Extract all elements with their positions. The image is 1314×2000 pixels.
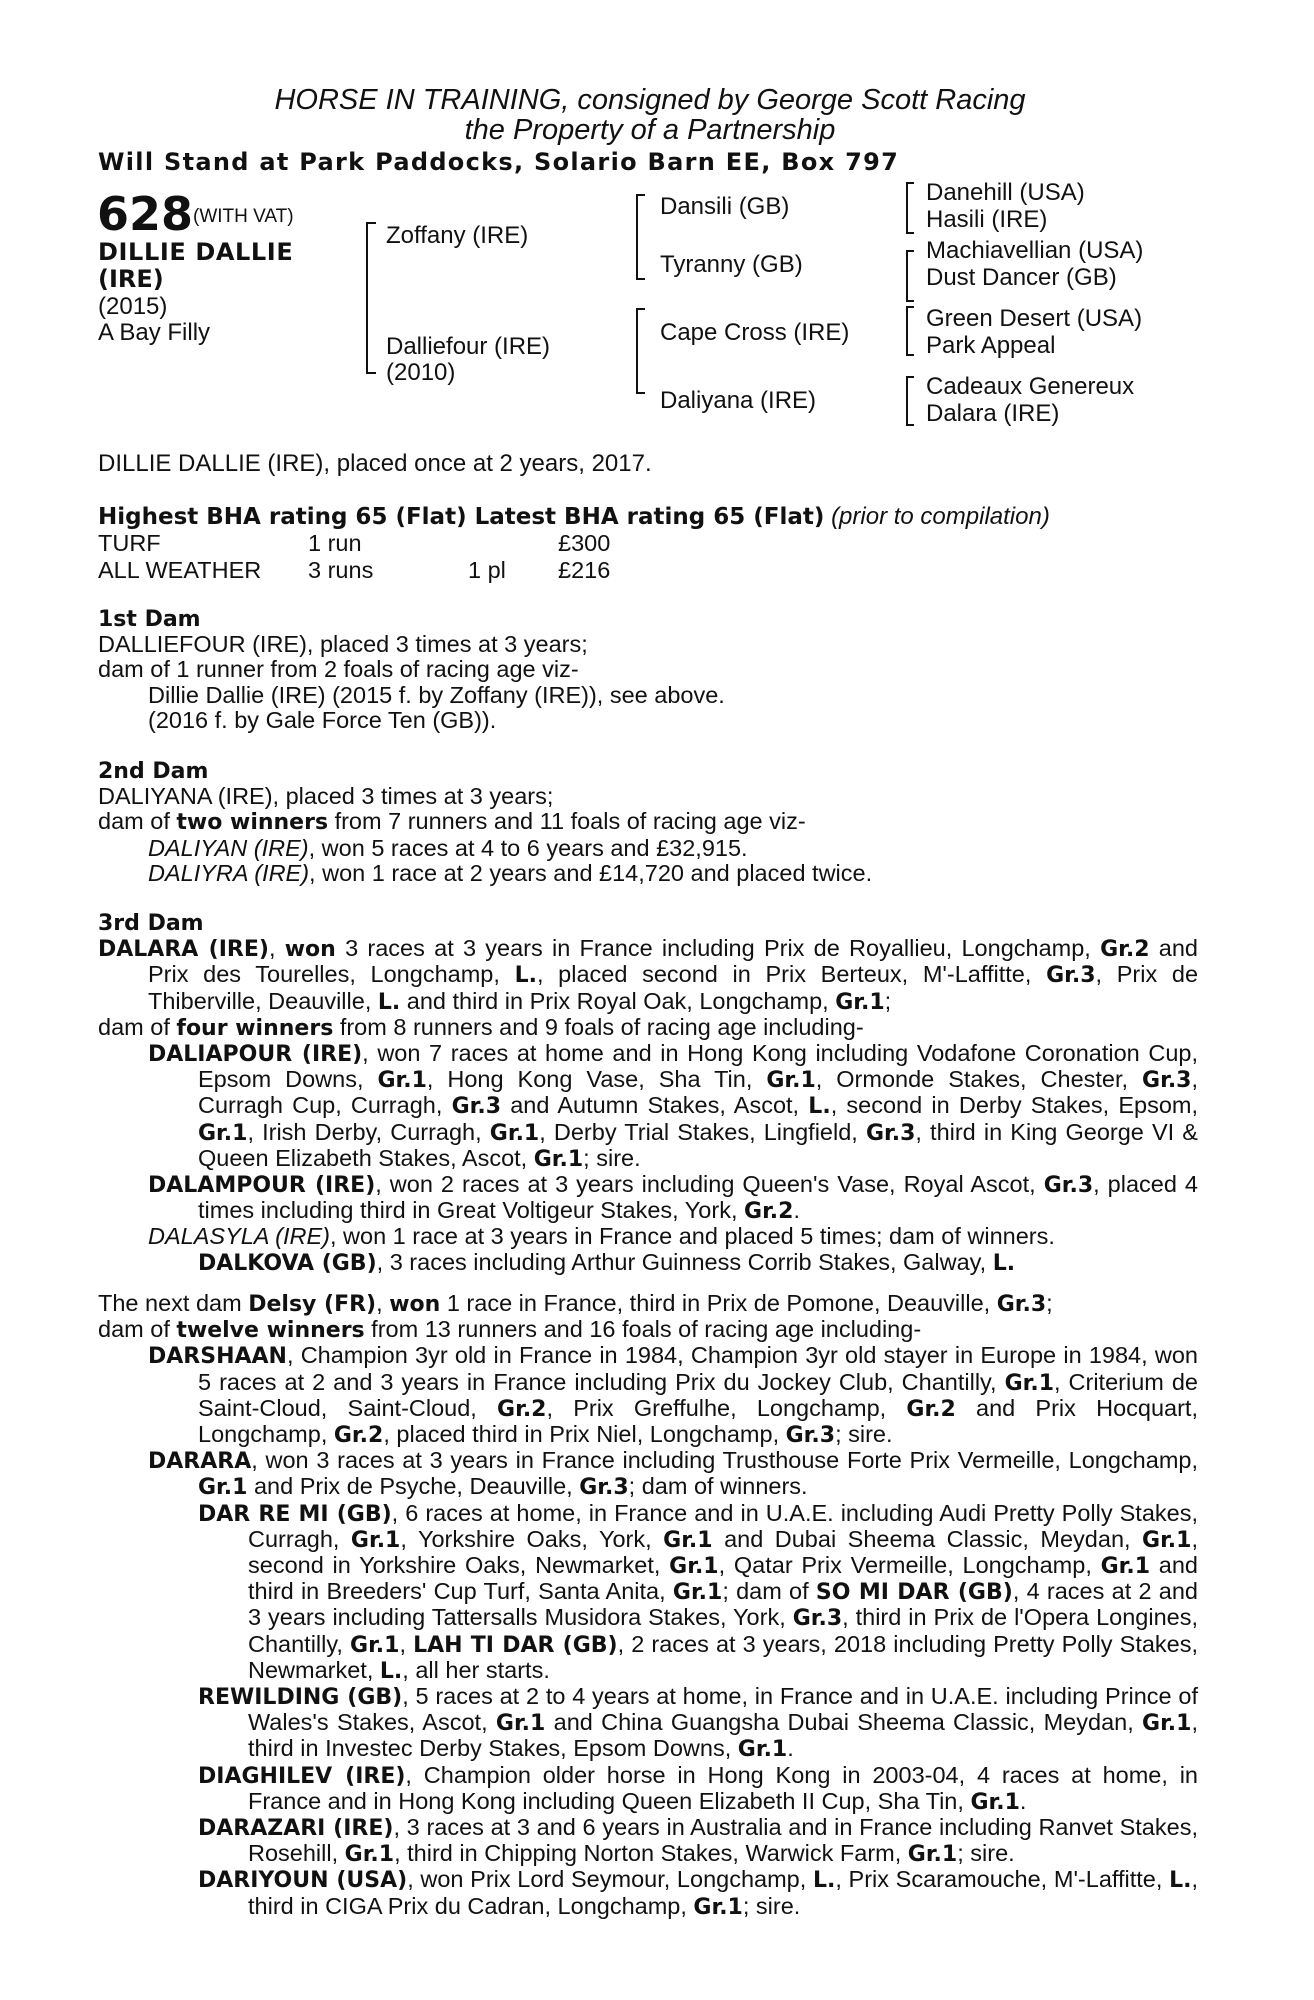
horse-name: DILLIE DALLIE bbox=[98, 238, 294, 266]
bha-rating-text: Highest BHA rating 65 (Flat) Latest BHA rating 65 (Flat) bbox=[98, 504, 825, 530]
pedigree-sds: Machiavellian (USA) bbox=[926, 237, 1144, 264]
pedigree-dam-sire: Cape Cross (IRE) bbox=[660, 319, 850, 346]
performance-table bbox=[98, 530, 610, 584]
progeny-line: DARIYOUN (USA), won Prix Lord Seymour, Longchamp, L., Prix Scaramouche, M'-Laffitte, L., third in CIGA Prix du Cadran, Longchamp, Gr.1; sire. bbox=[198, 1866, 1198, 1920]
pedigree-sire-sire: Dansili (GB) bbox=[660, 193, 790, 220]
progeny-line: DARAZARI (IRE), 3 races at 3 and 6 years in Australia and in France including Ranvet Stakes, Rosehill, Gr.1, third in Chipping Norton Stakes, Warwick Farm, Gr.1; sire. bbox=[198, 1814, 1198, 1868]
table-row bbox=[98, 530, 610, 557]
progeny-text: , won 1 race at 2 years and £14,720 and placed twice. bbox=[309, 859, 873, 886]
pedigree-dsd: Park Appeal bbox=[926, 332, 1056, 359]
pedigree-dss: Green Desert (USA) bbox=[926, 305, 1143, 332]
pedigree-dam-dam: Daliyana (IRE) bbox=[660, 387, 817, 414]
progeny-line: DIAGHILEV (IRE), Champion older horse in Hong Kong in 2003-04, 4 races at home, in France and in Hong Kong including Queen Elizabeth II Cup, Sha Tin, Gr.1. bbox=[198, 1761, 1198, 1815]
pedigree-brace bbox=[636, 308, 645, 394]
foaling-year: (2015) bbox=[98, 293, 168, 320]
progeny-line: DALAMPOUR (IRE), won 2 races at 3 years including Queen's Vase, Royal Ascot, Gr.3, placed 4 times including third in Great Voltigeur Stakes, York, Gr.2. bbox=[148, 1171, 1198, 1225]
pedigree-sire-dam: Tyranny (GB) bbox=[660, 251, 803, 278]
progeny-line bbox=[98, 861, 1198, 886]
dam-line: dam of 1 runner from 2 foals of racing age viz- bbox=[98, 656, 579, 683]
dam-text: DALARA (IRE), won 3 races at 3 years in France including Prix de Royallieu, Longchamp, Gr.2 and Prix des Tourelles, Longchamp, L., placed second in Prix Berteux, M'-Laffitte, Gr.3, Prix de Thiberville, Deauville, L. and third in Prix Royal Oak, Longchamp, Gr.1; bbox=[98, 935, 1199, 1015]
progeny-line: DALKOVA (GB), 3 races including Arthur Guinness Corrib Stakes, Galway, L. bbox=[198, 1248, 1016, 1276]
horse-description: A Bay Filly bbox=[98, 319, 211, 346]
table-row bbox=[98, 557, 610, 584]
vat-note: (WITH VAT) bbox=[193, 206, 294, 227]
surface: TURF bbox=[98, 530, 161, 556]
progeny-name: DALIYRA (IRE) bbox=[148, 859, 310, 886]
runs: 1 run bbox=[308, 530, 362, 556]
prize: £300 bbox=[558, 530, 611, 556]
placed bbox=[468, 530, 558, 557]
surface: ALL WEATHER bbox=[98, 557, 262, 583]
race-summary: DILLIE DALLIE (IRE), placed once at 2 years, 2017. bbox=[98, 450, 652, 477]
section-heading: 2nd Dam bbox=[98, 759, 209, 784]
progeny-line: (2016 f. by Gale Force Ten (GB)). bbox=[148, 706, 497, 733]
stand-location: Will Stand at Park Paddocks, Solario Barn EE, Box 797 bbox=[98, 148, 900, 176]
pedigree-brace bbox=[636, 194, 645, 280]
section-heading: 3rd Dam bbox=[98, 911, 204, 936]
consignor-line: HORSE IN TRAINING, consigned by George Scott Racing bbox=[274, 84, 1026, 116]
third-dam-section bbox=[98, 911, 1198, 1276]
pedigree-dam-year: (2010) bbox=[386, 359, 456, 386]
text: dam of bbox=[98, 808, 177, 835]
dam-line: dam of twelve winners from 13 runners and 16 foals of racing age including- bbox=[98, 1316, 922, 1344]
progeny-line: DALIAPOUR (IRE), won 7 races at home and in Hong Kong including Vodafone Coronation Cup, Epsom Downs, Gr.1, Hong Kong Vase, Sha Tin, Gr.1, Ormonde Stakes, Chester, Gr.3, Curragh Cup, Curragh, Gr.3 and Autumn Stakes, Ascot, L., second in Derby Stakes, Epsom, Gr.1, Irish Derby, Curragh, Gr.1, Derby Trial Stakes, Lingfield, Gr.3, third in King George VI & Queen Elizabeth Stakes, Ascot, Gr.1; sire. bbox=[148, 1040, 1199, 1172]
progeny-line: DAR RE MI (GB), 6 races at home, in France and in U.A.E. including Audi Pretty Polly Stakes, Curragh, Gr.1, Yorkshire Oaks, York, Gr.1 and Dubai Sheema Classic, Meydan, Gr.1, second in Yorkshire Oaks, Newmarket, Gr.1, Qatar Prix Vermeille, Longchamp, Gr.1 and third in Breeders' Cup Turf, Santa Anita, Gr.1; dam of SO MI DAR (GB), 4 races at 2 and 3 years including Tattersalls Musidora Stakes, York, Gr.3, third in Prix de l'Opera Longines, Chantilly, Gr.1, LAH TI DAR (GB), 2 races at 3 years, 2018 including Pretty Polly Stakes, Newmarket, L., all her starts. bbox=[198, 1499, 1199, 1684]
pedigree-sdd: Dust Dancer (GB) bbox=[926, 264, 1117, 291]
horse-country: (IRE) bbox=[98, 265, 164, 293]
progeny-line: DARARA, won 3 races at 3 years in France including Trusthouse Forte Prix Vermeille, Longchamp, Gr.1 and Prix de Psyche, Deauville, Gr.3; dam of winners. bbox=[148, 1447, 1198, 1501]
pedigree-sss: Danehill (USA) bbox=[926, 179, 1085, 206]
bha-rating-note: (prior to compilation) bbox=[831, 503, 1050, 530]
pedigree-sire: Zoffany (IRE) bbox=[386, 222, 529, 249]
progeny-line bbox=[98, 836, 1198, 861]
pedigree-brace bbox=[906, 306, 914, 356]
prize: £216 bbox=[558, 557, 611, 583]
ownership-line: the Property of a Partnership bbox=[464, 114, 836, 146]
next-dam-section bbox=[98, 1291, 1198, 1920]
lot-number: 628 bbox=[97, 187, 194, 241]
pedigree-dds: Cadeaux Genereux bbox=[926, 373, 1135, 400]
progeny-line: DALASYLA (IRE), won 1 race at 3 years in France and placed 5 times; dam of winners. bbox=[148, 1223, 1055, 1250]
progeny-name: DALIYAN (IRE) bbox=[148, 834, 309, 861]
second-dam-section bbox=[98, 759, 1198, 886]
progeny-line: REWILDING (GB), 5 races at 2 to 4 years at home, in France and in U.A.E. including Prince of Wales's Stakes, Ascot, Gr.1 and China Guangsha Dubai Sheema Classic, Meydan, Gr.1, third in Investec Derby Stakes, Epsom Downs, Gr.1. bbox=[198, 1683, 1198, 1763]
section-heading: 1st Dam bbox=[98, 607, 201, 632]
text-bold: two winners bbox=[176, 810, 329, 836]
pedigree-brace bbox=[906, 376, 914, 426]
runs: 3 runs bbox=[308, 557, 374, 583]
pedigree-ddd: Dalara (IRE) bbox=[926, 400, 1060, 427]
pedigree-dam: Dalliefour (IRE) bbox=[386, 333, 551, 360]
placed: 1 pl bbox=[468, 557, 506, 583]
text: from 7 runners and 11 foals of racing age viz- bbox=[328, 808, 806, 835]
progeny-text: , won 5 races at 4 to 6 years and £32,915. bbox=[308, 834, 748, 861]
dam-line bbox=[98, 809, 1198, 835]
pedigree-brace bbox=[906, 182, 914, 234]
dam-text: The next dam Delsy (FR), won 1 race in France, third in Prix de Pomone, Deauville, Gr.3; bbox=[98, 1290, 1053, 1317]
first-dam-section bbox=[98, 607, 1198, 733]
dam-line: DALIYANA (IRE), placed 3 times at 3 years; bbox=[98, 783, 554, 810]
dam-line: dam of four winners from 8 runners and 9 foals of racing age including- bbox=[98, 1013, 864, 1041]
progeny-line: DARSHAAN, Champion 3yr old in France in 1984, Champion 3yr old stayer in Europe in 1984, won 5 races at 2 and 3 years in France including Prix du Jockey Club, Chantilly, Gr.1, Criterium de Saint-Cloud, Saint-Cloud, Gr.2, Prix Greffulhe, Longchamp, Gr.2 and Prix Hocquart, Longchamp, Gr.2, placed third in Prix Niel, Longchamp, Gr.3; sire. bbox=[148, 1342, 1198, 1449]
progeny-line: Dillie Dallie (IRE) (2015 f. by Zoffany (IRE)), see above. bbox=[148, 681, 725, 708]
pedigree-brace bbox=[906, 250, 914, 302]
bha-rating bbox=[98, 503, 1050, 531]
pedigree-brace bbox=[366, 222, 376, 374]
dam-line: DALLIEFOUR (IRE), placed 3 times at 3 years; bbox=[98, 631, 588, 658]
pedigree-ssd: Hasili (IRE) bbox=[926, 206, 1048, 233]
